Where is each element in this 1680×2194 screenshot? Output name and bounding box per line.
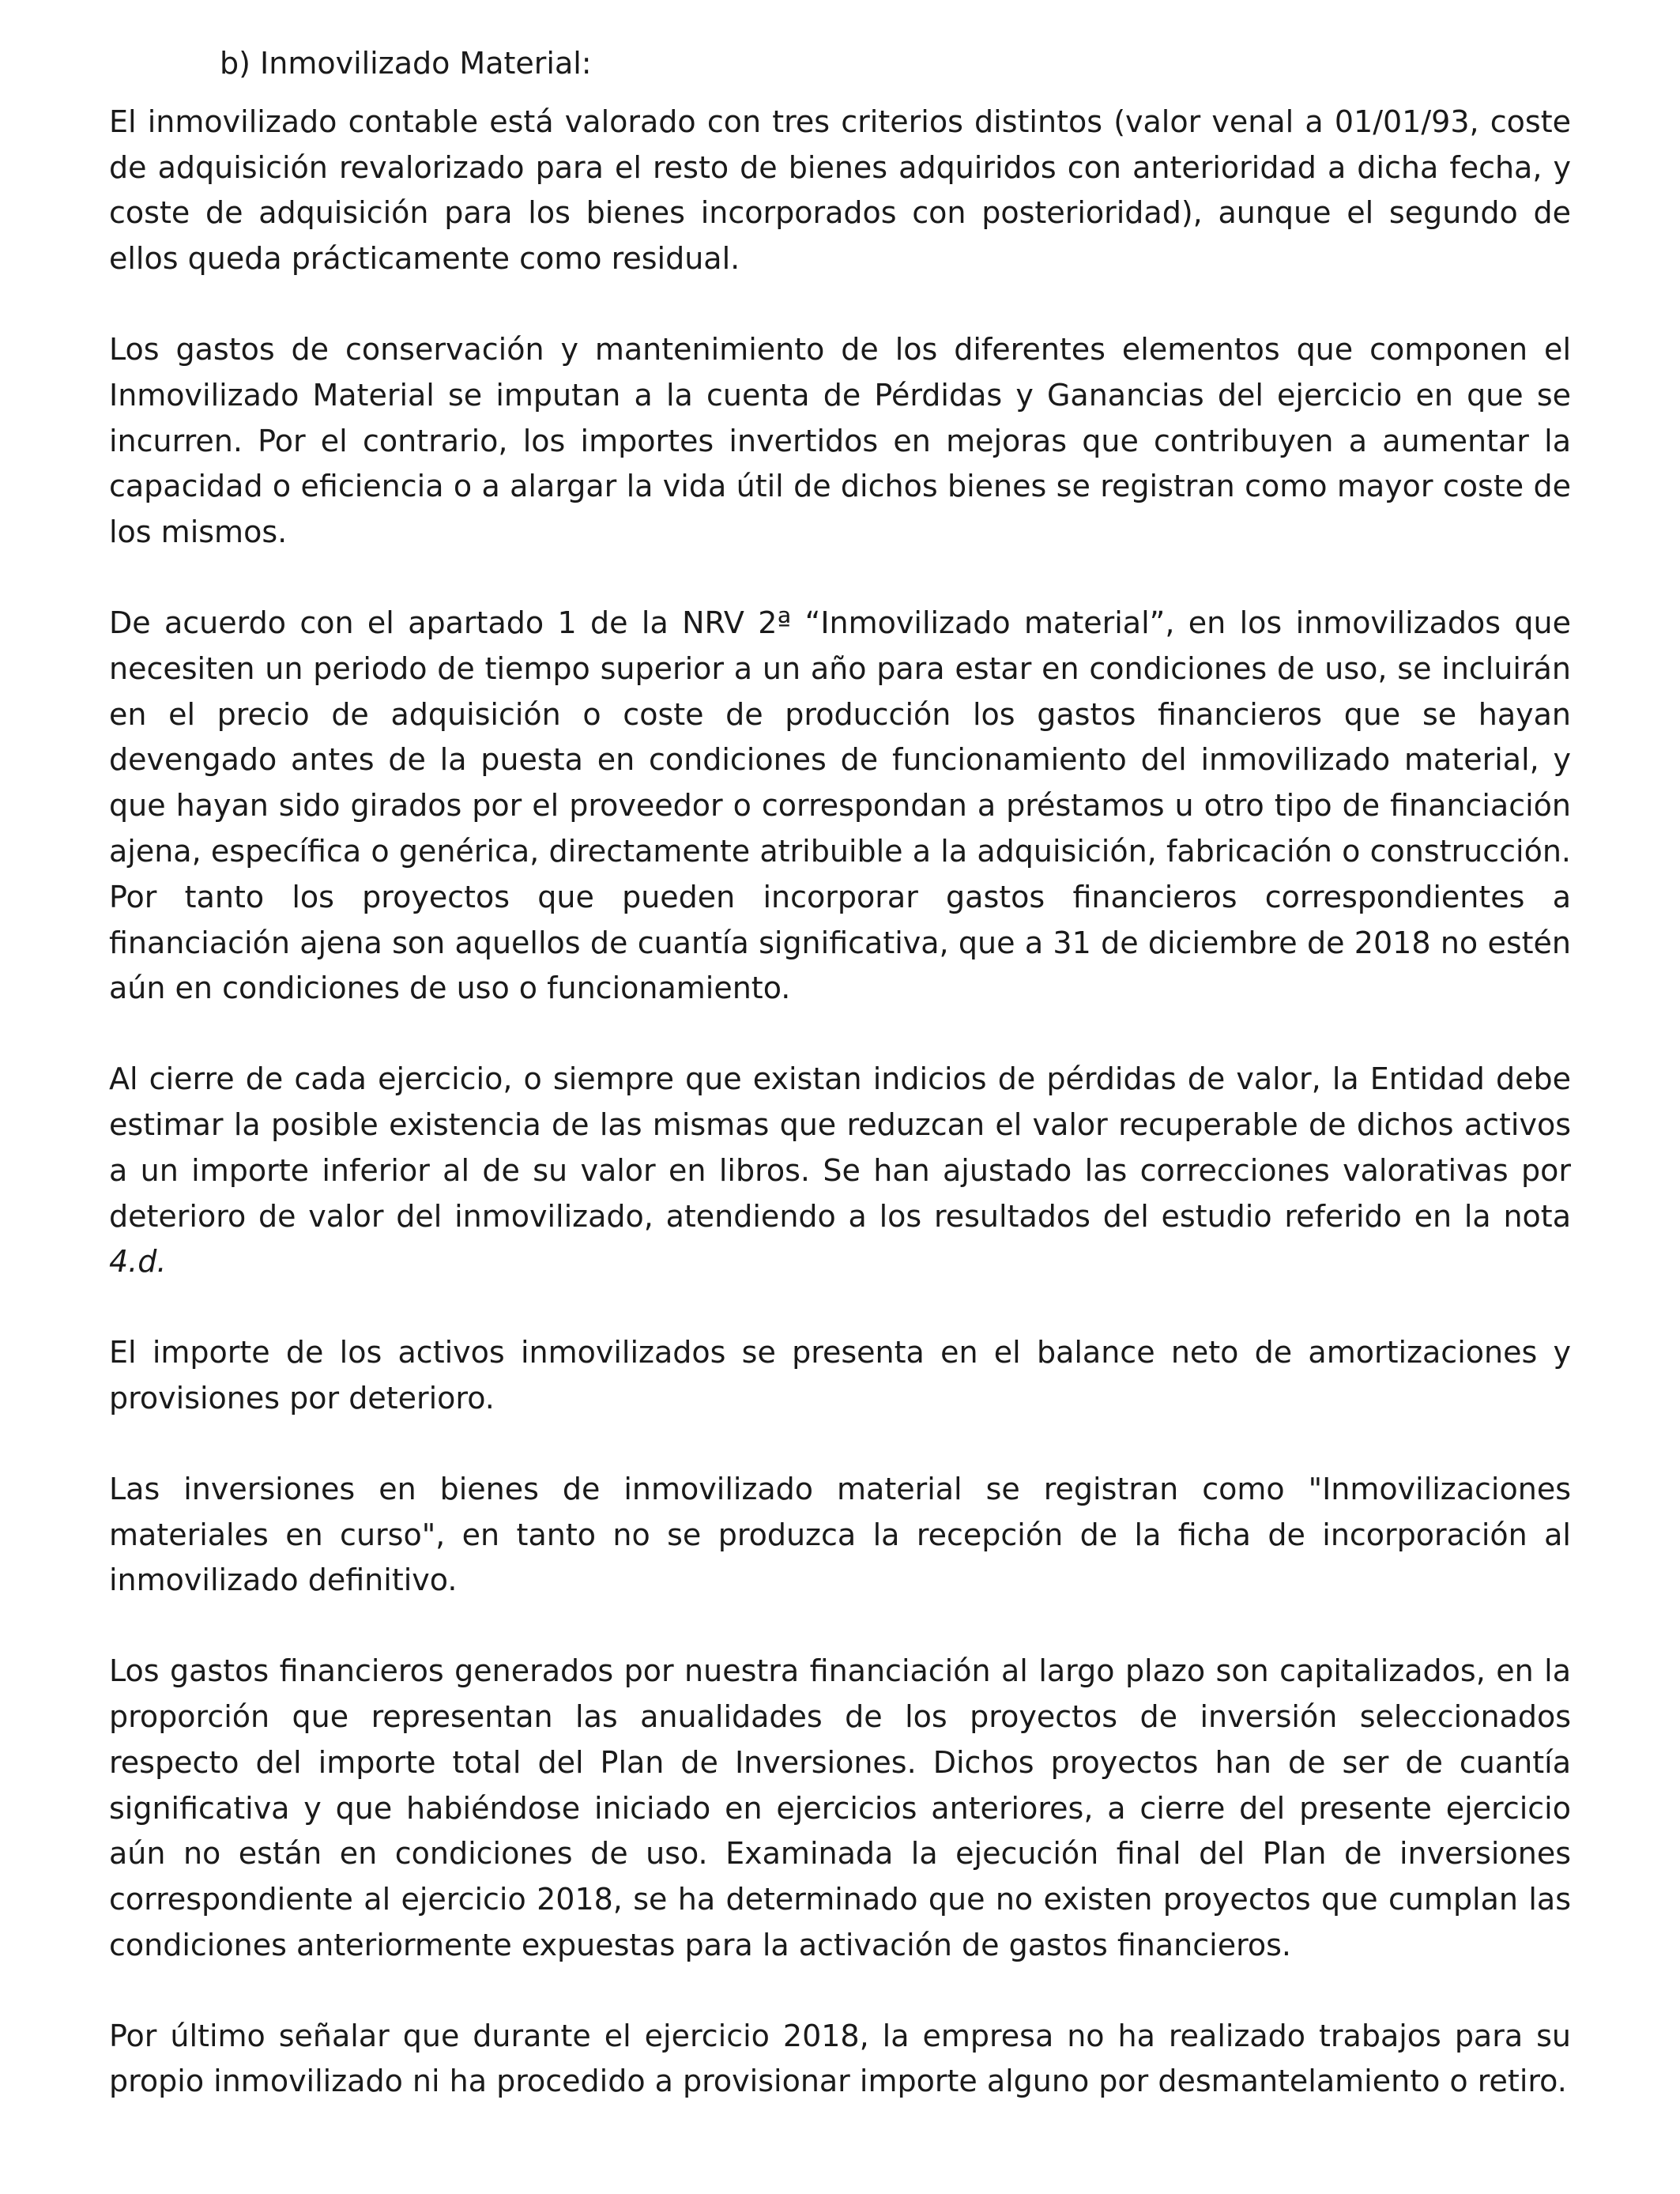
impairment-text: Al cierre de cada ejercicio, o siempre que existan indicios de pérdidas de valor, la Entidad debe estimar la posible existencia de las mismas que reduzcan el valor recuperable de dichos activos a un importe inferior al de su valor en libros. Se han ajustado las correcciones valorativas por deterioro de valor del inmovilizado, atendiendo a los resultados del estudio referido en la nota: [109, 1061, 1571, 1234]
note-reference: 4.d.: [109, 1244, 167, 1280]
section-heading: b) Inmovilizado Material:: [220, 46, 592, 81]
paragraph-capitalized-financial-costs: Los gastos financieros generados por nuestra financiación al largo plazo son capitalizados, en la proporción que representan las anualidades de los proyectos de inversión seleccionados respecto del importe total del Plan de Inversiones. Dichos proyectos han de ser de cuantía significativa y que habiéndose iniciado en ejercicios anteriores, a cierre del presente ejercicio aún no están en condiciones de uso. Examinada la ejecución final del Plan de inversiones correspondiente al ejercicio 2018, se ha determinado que no existen proyectos que cumplan las condiciones anteriormente expuestas para la activación de gastos financieros.: [109, 1653, 1571, 1962]
paragraph-valuation-criteria: El inmovilizado contable está valorado con tres criterios distintos (valor venal a 01/01/93, coste de adquisición revalorizado para el resto de bienes adquiridos con anterioridad a dicha fecha, y coste de adquisición para los bienes incorporados con posterioridad), aunque el segundo de ellos queda prácticamente como residual.: [109, 104, 1571, 277]
paragraph-dismantling: Por último señalar que durante el ejercicio 2018, la empresa no ha realizado trabajos para su propio inmovilizado ni ha procedido a provisionar importe alguno por desmantelamiento o retiro.: [109, 2018, 1571, 2099]
paragraph-nrv-financial-costs: De acuerdo con el apartado 1 de la NRV 2ª “Inmovilizado material”, en los inmovilizados que necesiten un periodo de tiempo superior a un año para estar en condiciones de uso, se incluirán en el precio de adquisición o coste de producción los gastos financieros que se hayan devengado antes de la puesta en condiciones de funcionamiento del inmovilizado material, y que hayan sido girados por el proveedor o correspondan a préstamos u otro tipo de financiación ajena, específica o genérica, directamente atribuible a la adquisición, fabricación o construcción. Por tanto los proyectos que pueden incorporar gastos financieros correspondientes a financiación ajena son aquellos de cuantía significativa, que a 31 de diciembre de 2018 no estén aún en condiciones de uso o funcionamiento.: [109, 605, 1571, 1006]
paragraph-maintenance-costs: Los gastos de conservación y mantenimiento de los diferentes elementos que componen el Inmovilizado Material se imputan a la cuenta de Pérdidas y Ganancias del ejercicio en que se incurren. Por el contrario, los importes invertidos en mejoras que contribuyen a aumentar la capacidad o eficiencia o a alargar la vida útil de dichos bienes se registran como mayor coste de los mismos.: [109, 331, 1571, 550]
paragraph-impairment: [109, 1057, 1571, 1285]
paragraph-balance-net: El importe de los activos inmovilizados se presenta en el balance neto de amortizaciones y provisiones por deterioro.: [109, 1335, 1571, 1416]
document-page: [109, 41, 1571, 2105]
paragraph-investments-in-progress: Las inversiones en bienes de inmovilizado material se registran como "Inmovilizaciones materiales en curso", en tanto no se produzca la recepción de la ficha de incorporación al inmovilizado definitivo.: [109, 1471, 1571, 1598]
